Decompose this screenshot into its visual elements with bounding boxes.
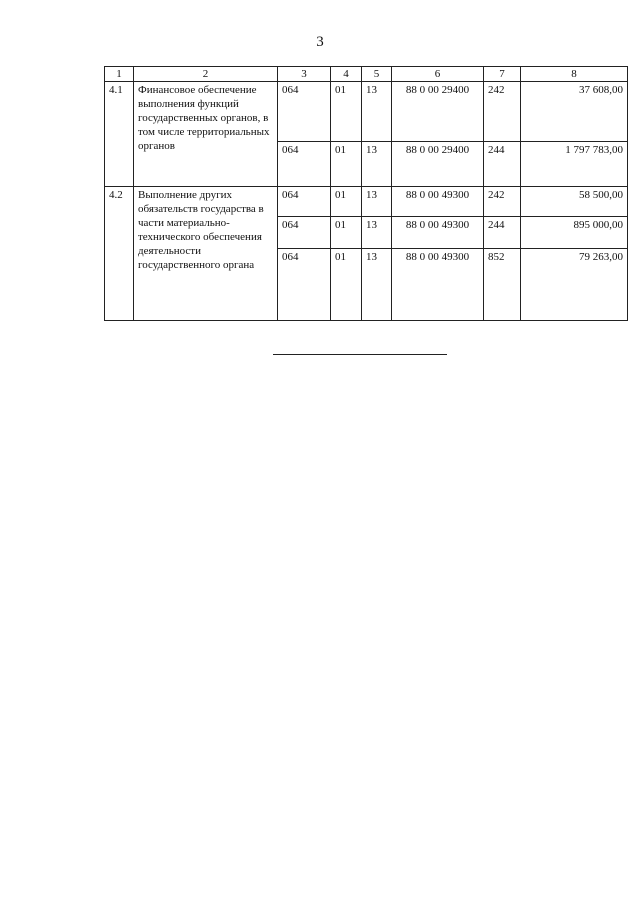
end-separator-line [273, 354, 447, 355]
row-description: Финансовое обеспечение выполнения функций государственных органов, в том числе территориальных органов [134, 82, 278, 187]
column-header: 6 [392, 67, 484, 82]
budget-table [104, 66, 628, 321]
table-row [105, 187, 628, 217]
table-cell: 01 [331, 142, 362, 187]
table-cell: 064 [278, 82, 331, 142]
table-cell: 064 [278, 142, 331, 187]
table-cell: 13 [362, 249, 392, 321]
row-number: 4.1 [105, 82, 134, 187]
table-cell: 064 [278, 187, 331, 217]
table-cell: 01 [331, 249, 362, 321]
table-row [105, 82, 628, 142]
page-number: 3 [316, 34, 324, 50]
table-cell: 13 [362, 217, 392, 249]
amount-cell: 58 500,00 [521, 187, 628, 217]
table-cell: 88 0 00 49300 [392, 249, 484, 321]
column-header: 4 [331, 67, 362, 82]
table-cell: 01 [331, 187, 362, 217]
table-cell: 244 [484, 142, 521, 187]
table-cell: 88 0 00 49300 [392, 187, 484, 217]
table-cell: 064 [278, 217, 331, 249]
amount-cell: 79 263,00 [521, 249, 628, 321]
amount-cell: 37 608,00 [521, 82, 628, 142]
column-header: 7 [484, 67, 521, 82]
row-description: Выполнение других обязательств государства в части материально-технического обеспечения деятельности государственного органа [134, 187, 278, 321]
table-cell: 88 0 00 29400 [392, 142, 484, 187]
table-cell: 88 0 00 29400 [392, 82, 484, 142]
table-cell: 88 0 00 49300 [392, 217, 484, 249]
table-cell: 242 [484, 82, 521, 142]
amount-cell: 1 797 783,00 [521, 142, 628, 187]
table-cell: 01 [331, 82, 362, 142]
row-number: 4.2 [105, 187, 134, 321]
table-cell: 064 [278, 249, 331, 321]
table-cell: 852 [484, 249, 521, 321]
table-cell: 242 [484, 187, 521, 217]
table-cell: 13 [362, 82, 392, 142]
column-header: 1 [105, 67, 134, 82]
column-header: 3 [278, 67, 331, 82]
table-cell: 13 [362, 187, 392, 217]
amount-cell: 895 000,00 [521, 217, 628, 249]
header-row [105, 67, 628, 82]
table-cell: 244 [484, 217, 521, 249]
table-cell: 01 [331, 217, 362, 249]
column-header: 8 [521, 67, 628, 82]
table-cell: 13 [362, 142, 392, 187]
column-header: 2 [134, 67, 278, 82]
column-header: 5 [362, 67, 392, 82]
